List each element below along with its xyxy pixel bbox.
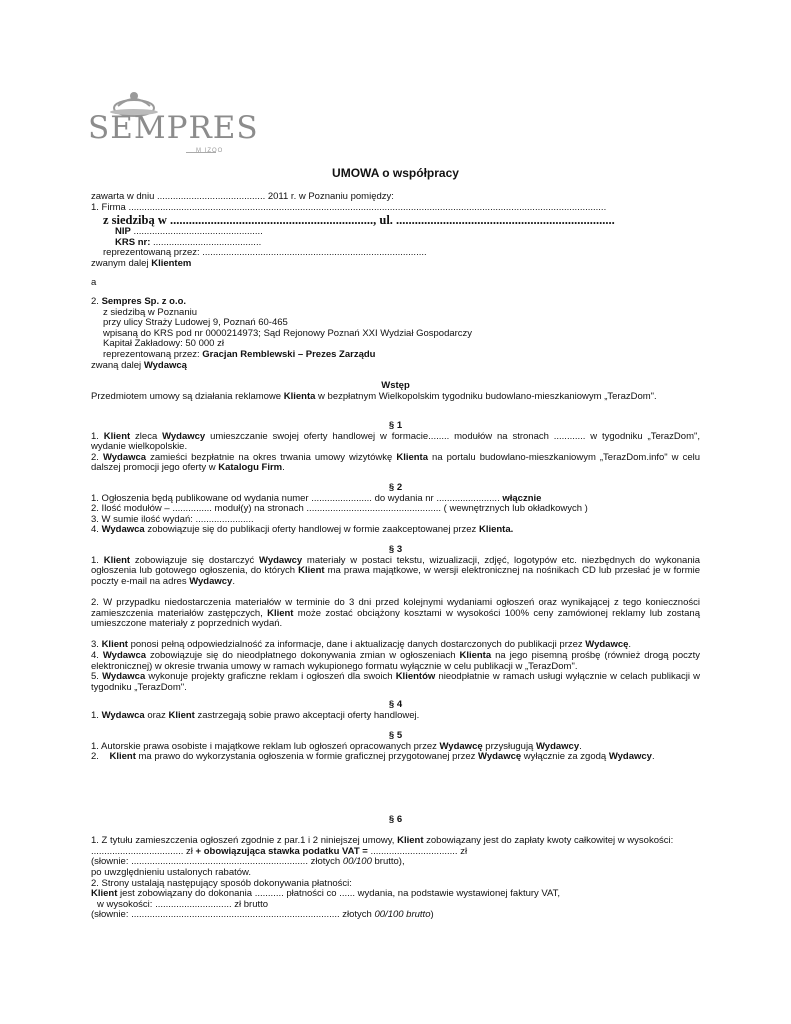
text-span: wykonuje projekty graficzne reklam i ogłoszeń dla swoich [145,671,396,683]
company-logo [88,88,259,160]
section-2-line-3: 3. W sumie ilość wydań: ...................... [91,513,254,525]
text-span: przysługują [482,740,536,752]
text-span: może zostać obciążony kosztami w wysokości 100% ceny zamówionej reklamy lub zostaną umieszczone materiały z poprzednich wydań. [91,607,700,630]
text-span: 2. [91,751,110,763]
text-span: ) [430,909,434,921]
text-span: Wydawcę [478,751,522,763]
logo-text: SEMPRES [88,110,259,146]
text-span: Klient [109,751,136,763]
section-1-heading: § 1 [388,420,403,431]
section-3-clause-1 [91,556,700,588]
publisher-term: Wydawcą [143,359,187,371]
text-span: w bezpłatnym Wielkopolskim tygodniku budowlano-mieszkaniowym „TerazDom". [315,390,657,402]
section-3-heading: § 3 [388,544,403,555]
text-span: zleca [130,430,163,442]
text-span: jest zobowiązany do dokonania ........... płatności co ...... wydania, na podstawie wystawionej faktury VAT, [117,888,561,900]
text-span: zobowiązuje się do nieodpłatnego dokonywania zmian w ogłoszeniach [146,649,460,661]
text-span: Wydawca [101,524,145,536]
publisher-rep: Gracjan Remblewski – Prezes Zarządu [202,348,376,360]
text-span: zobowiązuje się do publikacji oferty handlowej w formie zaakceptowanej przez [144,524,479,536]
section-4-clause-1 [91,711,700,722]
publisher-krs: wpisaną do KRS pod nr 0000214973; Sąd Rejonowy Poznań XXI Wydział Gospodarczy [103,327,473,339]
text-span: Klienta [283,390,316,402]
section-3-clause-5 [91,672,700,693]
representative-line: reprezentowaną przez: ..................................................................................... [103,247,427,259]
publisher-seat: z siedzibą w Poznaniu [103,306,197,318]
text-span: materiały w postaci tekstu, wizualizacji, zdjęć, logotypów etc. niezbędnych do wykonania ogłoszenia lub gotowego ogłoszenia, do których [91,554,701,577]
text-span: Wydawcę [585,639,629,651]
section-6 [91,815,700,921]
text-span: 1. [91,709,102,721]
text-span: Wydawcy [162,430,206,442]
spacer [91,361,700,372]
text-span: Wydawcy [608,751,652,763]
text-span: Katalogu Firm [218,462,283,474]
section-2 [91,483,700,536]
text-span: Wydawcy [535,740,580,752]
text-span: Wydawcy [259,554,303,566]
text-span: ponosi pełną odpowiedzialność za informacje, dane i aktualizację danych dostarczonych do publikacji przez [127,639,586,651]
text-span: oraz [144,709,169,721]
text-span: nieodpłatnie w ramach usługi wyłącznie w celach publikacji w tygodniku „TerazDom". [91,671,700,693]
text-span: Wydawca [102,451,147,463]
section-3 [91,545,700,693]
section-1-clause-2 [91,453,700,474]
text-span: wyłącznie za zgodą [521,751,609,763]
section-5-clause-2 [91,752,700,763]
address-line: z siedzibą w ................................................................., ul. ...................................................................... [103,213,615,228]
text-span: na portalu budowlano-mieszkaniowym „TerazDom.info" w celu dalszej promocji jego oferty w [91,451,700,474]
text-span: . [651,751,655,763]
text-span: 4. [91,524,102,536]
payment-words-line [91,910,700,921]
text-span: 1. [91,554,104,566]
text-span: 3. [91,639,102,651]
payment-method-line: 2. Strony ustalają następujący sposób dokonywania płatności: [91,877,352,889]
text-span: . [232,575,235,587]
text-span: brutto), [371,856,405,868]
publisher-called-label: zwaną dalej [91,359,144,371]
text-span: Klient [267,607,294,619]
contract-date-line: zawarta w dniu ......................................... 2011 r. w Poznaniu pomiędzy: [91,191,394,202]
called-label: zwanym dalej [91,257,152,269]
preamble-heading: Wstęp [381,380,410,391]
text-span: 1. Autorskie prawa osobiste i majątkowe reklam lub ogłoszeń opracowanych przez [91,740,440,752]
text-span: ma prawa majątkowe, w wersji elektronicznej na nośnikach CD lub przesłać je w formie poczty e-mail na adres [91,565,701,587]
nip-value: ................................................. [130,226,263,238]
section-2-heading: § 2 [388,482,403,493]
text-span: Przedmiotem umowy są działania reklamowe [91,390,284,402]
text-span: . [579,740,582,752]
text-span: Wydawcy [189,575,233,587]
preamble-section [91,381,700,402]
text-span: 1. Ogłoszenia będą publikowane od wydania numer ....................... do wydania nr ........................ [91,492,503,504]
text-span: zastrzegają sobie prawo akceptacji oferty handlowej. [194,709,420,721]
text-span: Wydawca [102,671,146,683]
publisher-capital: Kapitał Zakładowy: 50 000 zł [103,338,224,350]
text-span: 2. [91,451,103,463]
text-span: ................................... zł [91,845,196,857]
section-4 [91,700,700,721]
text-span: Klient [397,835,424,847]
preamble-text [91,392,700,403]
logo-subtext: M IZOO [196,148,224,154]
text-span: zamieści bezpłatnie na okres trwania umowy wizytówkę [146,451,397,463]
section-3-clause-2 [91,598,700,630]
party-two-block [91,297,700,371]
text-span: Klient [101,639,128,651]
text-span: Klienta [459,649,492,661]
text-span: 00/100 brutto [374,909,431,921]
text-span: + obowiązująca stawka podatku VAT = [195,845,368,857]
section-5 [91,731,700,763]
text-span: Wydawcę [439,740,483,752]
text-span: Klient [168,709,195,721]
section-5-heading: § 5 [388,730,403,741]
text-span: Wydawca [102,649,147,661]
text-span: 00/100 [342,856,372,868]
text-span: Klient [103,430,131,442]
firm-line: 1. Firma ..................................................................................................................................................................................... [91,201,607,213]
text-span: ................................. zł [367,845,468,857]
text-span: Klient [298,565,325,577]
text-span: . [628,639,632,651]
nip-label: NIP [115,226,131,238]
text-span: włącznie [502,492,542,504]
text-span: 5. [91,671,103,683]
section-6-heading: § 6 [388,814,403,825]
section-2-line-2: 2. Ilość modułów – ............... moduł(y) na stronach ................................................... ( wewnętrznych lub okładkowych ) [91,503,588,515]
text-span: 2. W przypadku niedostarczenia materiałów w terminie do 3 dni przed kolejnymi wydaniami ogłoszeń oraz wynikającej z tego konieczności zamieszczenia materiałów zastępczych, [91,596,700,619]
publisher-street: przy ulicy Straży Ludowej 9, Poznań 60-465 [103,317,288,329]
krs-value: ......................................... [150,236,262,248]
publisher-name: Sempres Sp. z o.o. [101,296,187,307]
party-two-number: 2. [91,296,102,307]
text-span: ma prawo do wykorzystania ogłoszenia w formie graficznej przygotowanej przez [135,751,479,763]
text-span: Klient [103,554,131,566]
section-1 [91,421,700,474]
section-3-clause-4 [91,651,700,672]
text-span: Klienta [396,451,429,463]
conjunction: a [91,277,97,288]
text-span: Klienta. [478,524,514,536]
text-span: Wydawca [101,709,145,721]
text-span: umieszczanie swojej oferty handlowej w formacie........ modułów na stronach ............ w tygodniku „TerazDom", wydanie wielkopolskie. [91,430,700,453]
text-span: 1. Z tytułu zamieszczenia ogłoszeń zgodnie z par.1 i 2 niniejszej umowy, [91,835,398,847]
document-title: UMOWA o współpracy [332,166,459,180]
client-term: Klientem [151,257,192,269]
text-span: zobowiązany jest do zapłaty kwoty całkowitej w wysokości: [423,835,674,847]
text-span: Klientów [395,671,436,683]
discount-line: po uwzględnieniu ustalonych rabatów. [91,866,252,878]
text-span: (słownie: ................................................................... złotych [91,856,343,868]
text-span: (słownie: ............................................................................... złotych [91,909,375,921]
payment-amount-line: w wysokości: ............................. zł brutto [97,898,269,910]
krs-label: KRS nr: [115,236,151,248]
publisher-rep-label: reprezentowaną przez: [103,348,203,360]
text-span: zobowiązuje się dostarczyć [130,554,260,566]
spacer [91,297,700,308]
text-span: Klient [91,888,118,900]
text-span: 1. [91,430,104,442]
section-1-clause-1 [91,432,700,453]
section-2-line-4 [91,525,700,536]
section-4-heading: § 4 [388,699,403,710]
spacer [91,259,700,270]
party-one-block [91,192,700,270]
text-span: na jego pisemną prośbę (również drogą poczty elektronicznej) w okresie trwania umowy w ramach wykupionego formatu wyłącznie w celu publikacji w „TerazDom". [91,649,700,672]
text-span: 4. [91,649,103,661]
text-span: . [282,462,285,474]
